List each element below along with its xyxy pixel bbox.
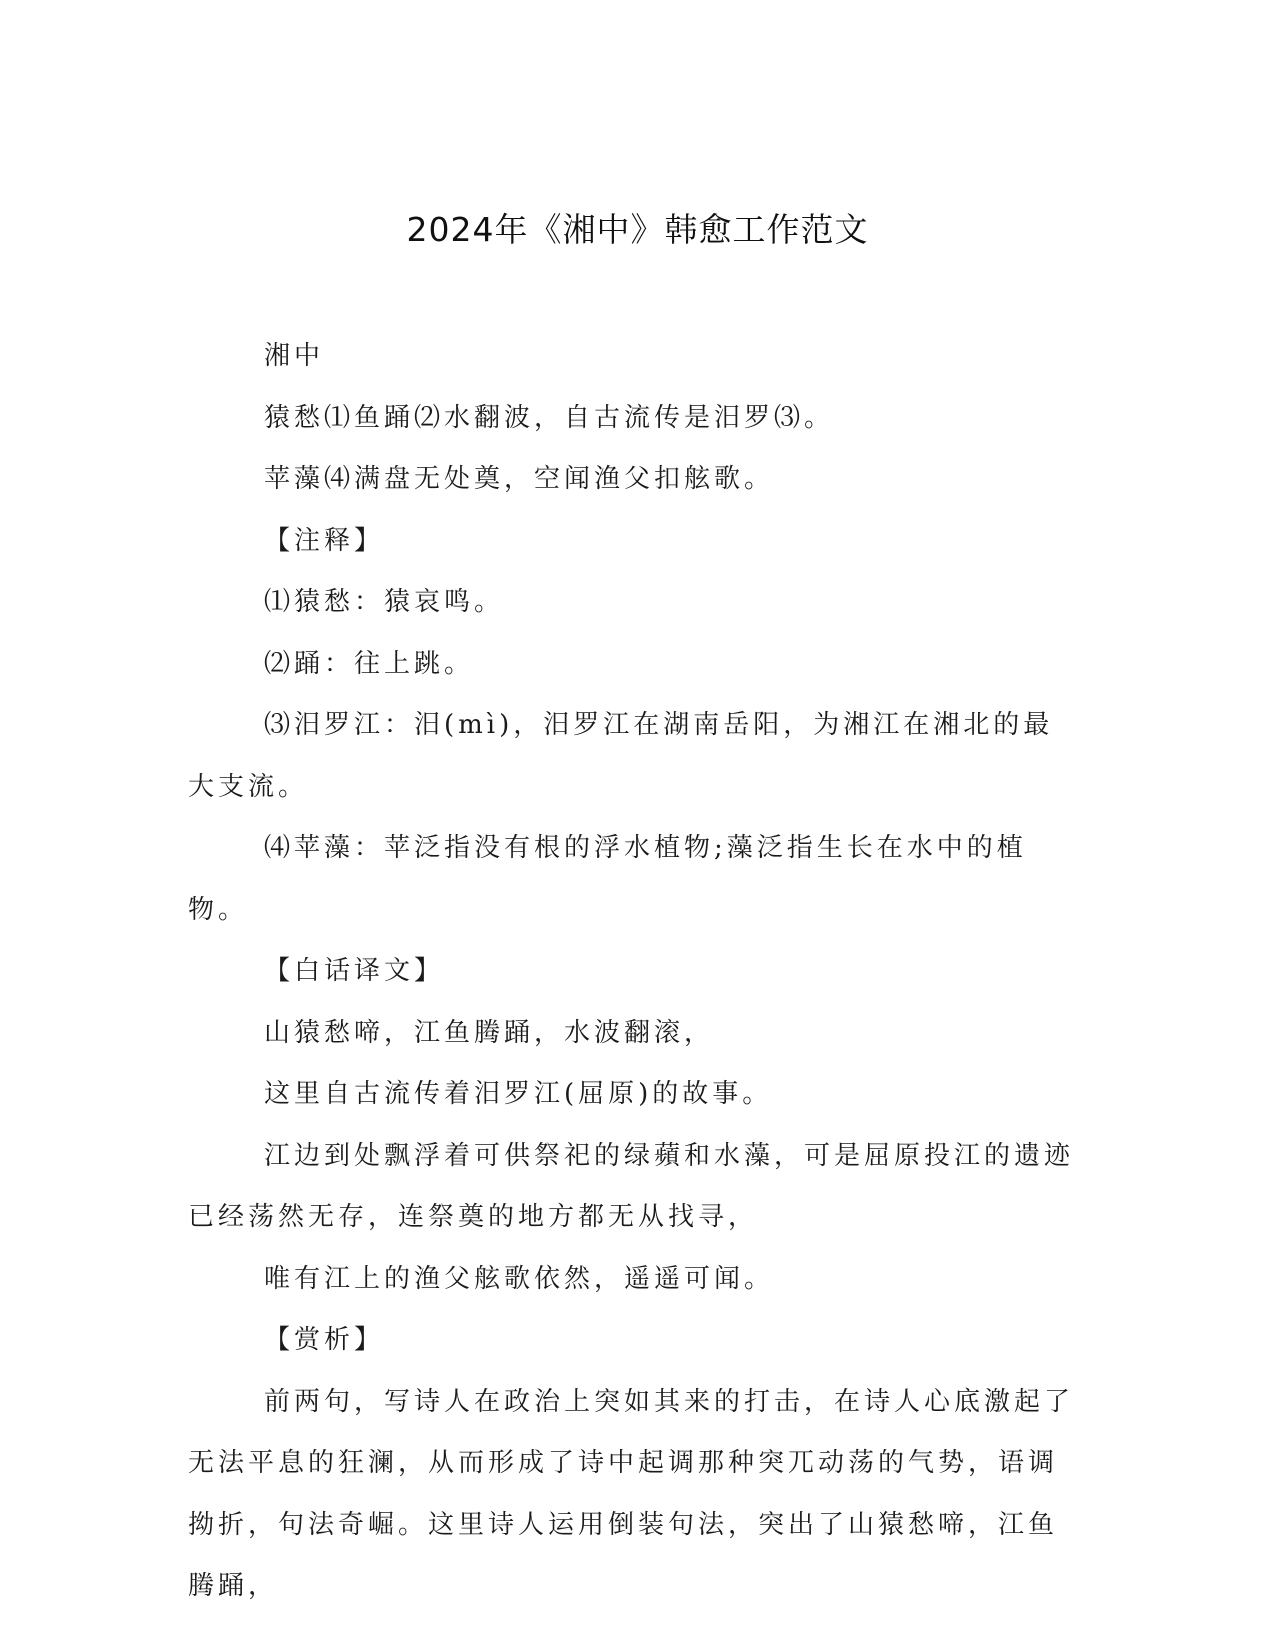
poem-line-1: 猿愁⑴鱼踊⑵水翻波，自古流传是汨罗⑶。 (264, 402, 835, 433)
analysis-heading: 【赏析】 (264, 1325, 385, 1355)
poem-line-2: 苹藻⑷满盘无处奠，空闻渔父扣舷歌。 (264, 464, 775, 494)
note-2: ⑵踊：往上跳。 (264, 648, 475, 679)
note-4: ⑷苹藻：苹泛指没有根的浮水植物;藻泛指生长在水中的植物。 (188, 833, 1027, 925)
notes-heading: 【注释】 (264, 525, 385, 556)
translation-line-4: 唯有江上的渔父舷歌依然，遥遥可闻。 (264, 1263, 775, 1294)
document-body (188, 326, 1078, 1618)
poem-title: 湘中 (264, 341, 325, 371)
translation-line-1: 山猿愁啼，江鱼腾踊，水波翻滚， (264, 1017, 715, 1048)
note-3: ⑶汨罗江：汨(mì)，汨罗江在湖南岳阳，为湘江在湘北的最大支流。 (188, 710, 1054, 802)
translation-line-2: 这里自古流传着汨罗江(屈原)的故事。 (264, 1079, 773, 1109)
translation-line-3: 江边到处飘浮着可供祭祀的绿蘋和水藻，可是屈原投江的遗迹已经荡然无存，连祭奠的地方都无从找寻， (188, 1140, 1075, 1232)
document-title: 2024年《湘中》韩愈工作范文 (406, 210, 869, 249)
translation-heading: 【白话译文】 (264, 956, 445, 986)
analysis-paragraph: 前两句，写诗人在政治上突如其来的打击，在诗人心底激起了无法平息的狂澜，从而形成了诗中起调那种突兀动荡的气势，语调拗折，句法奇崛。这里诗人运用倒装句法，突出了山猿愁啼，江鱼腾踊， (188, 1386, 1075, 1601)
note-1: ⑴猿愁：猿哀鸣。 (264, 587, 505, 617)
